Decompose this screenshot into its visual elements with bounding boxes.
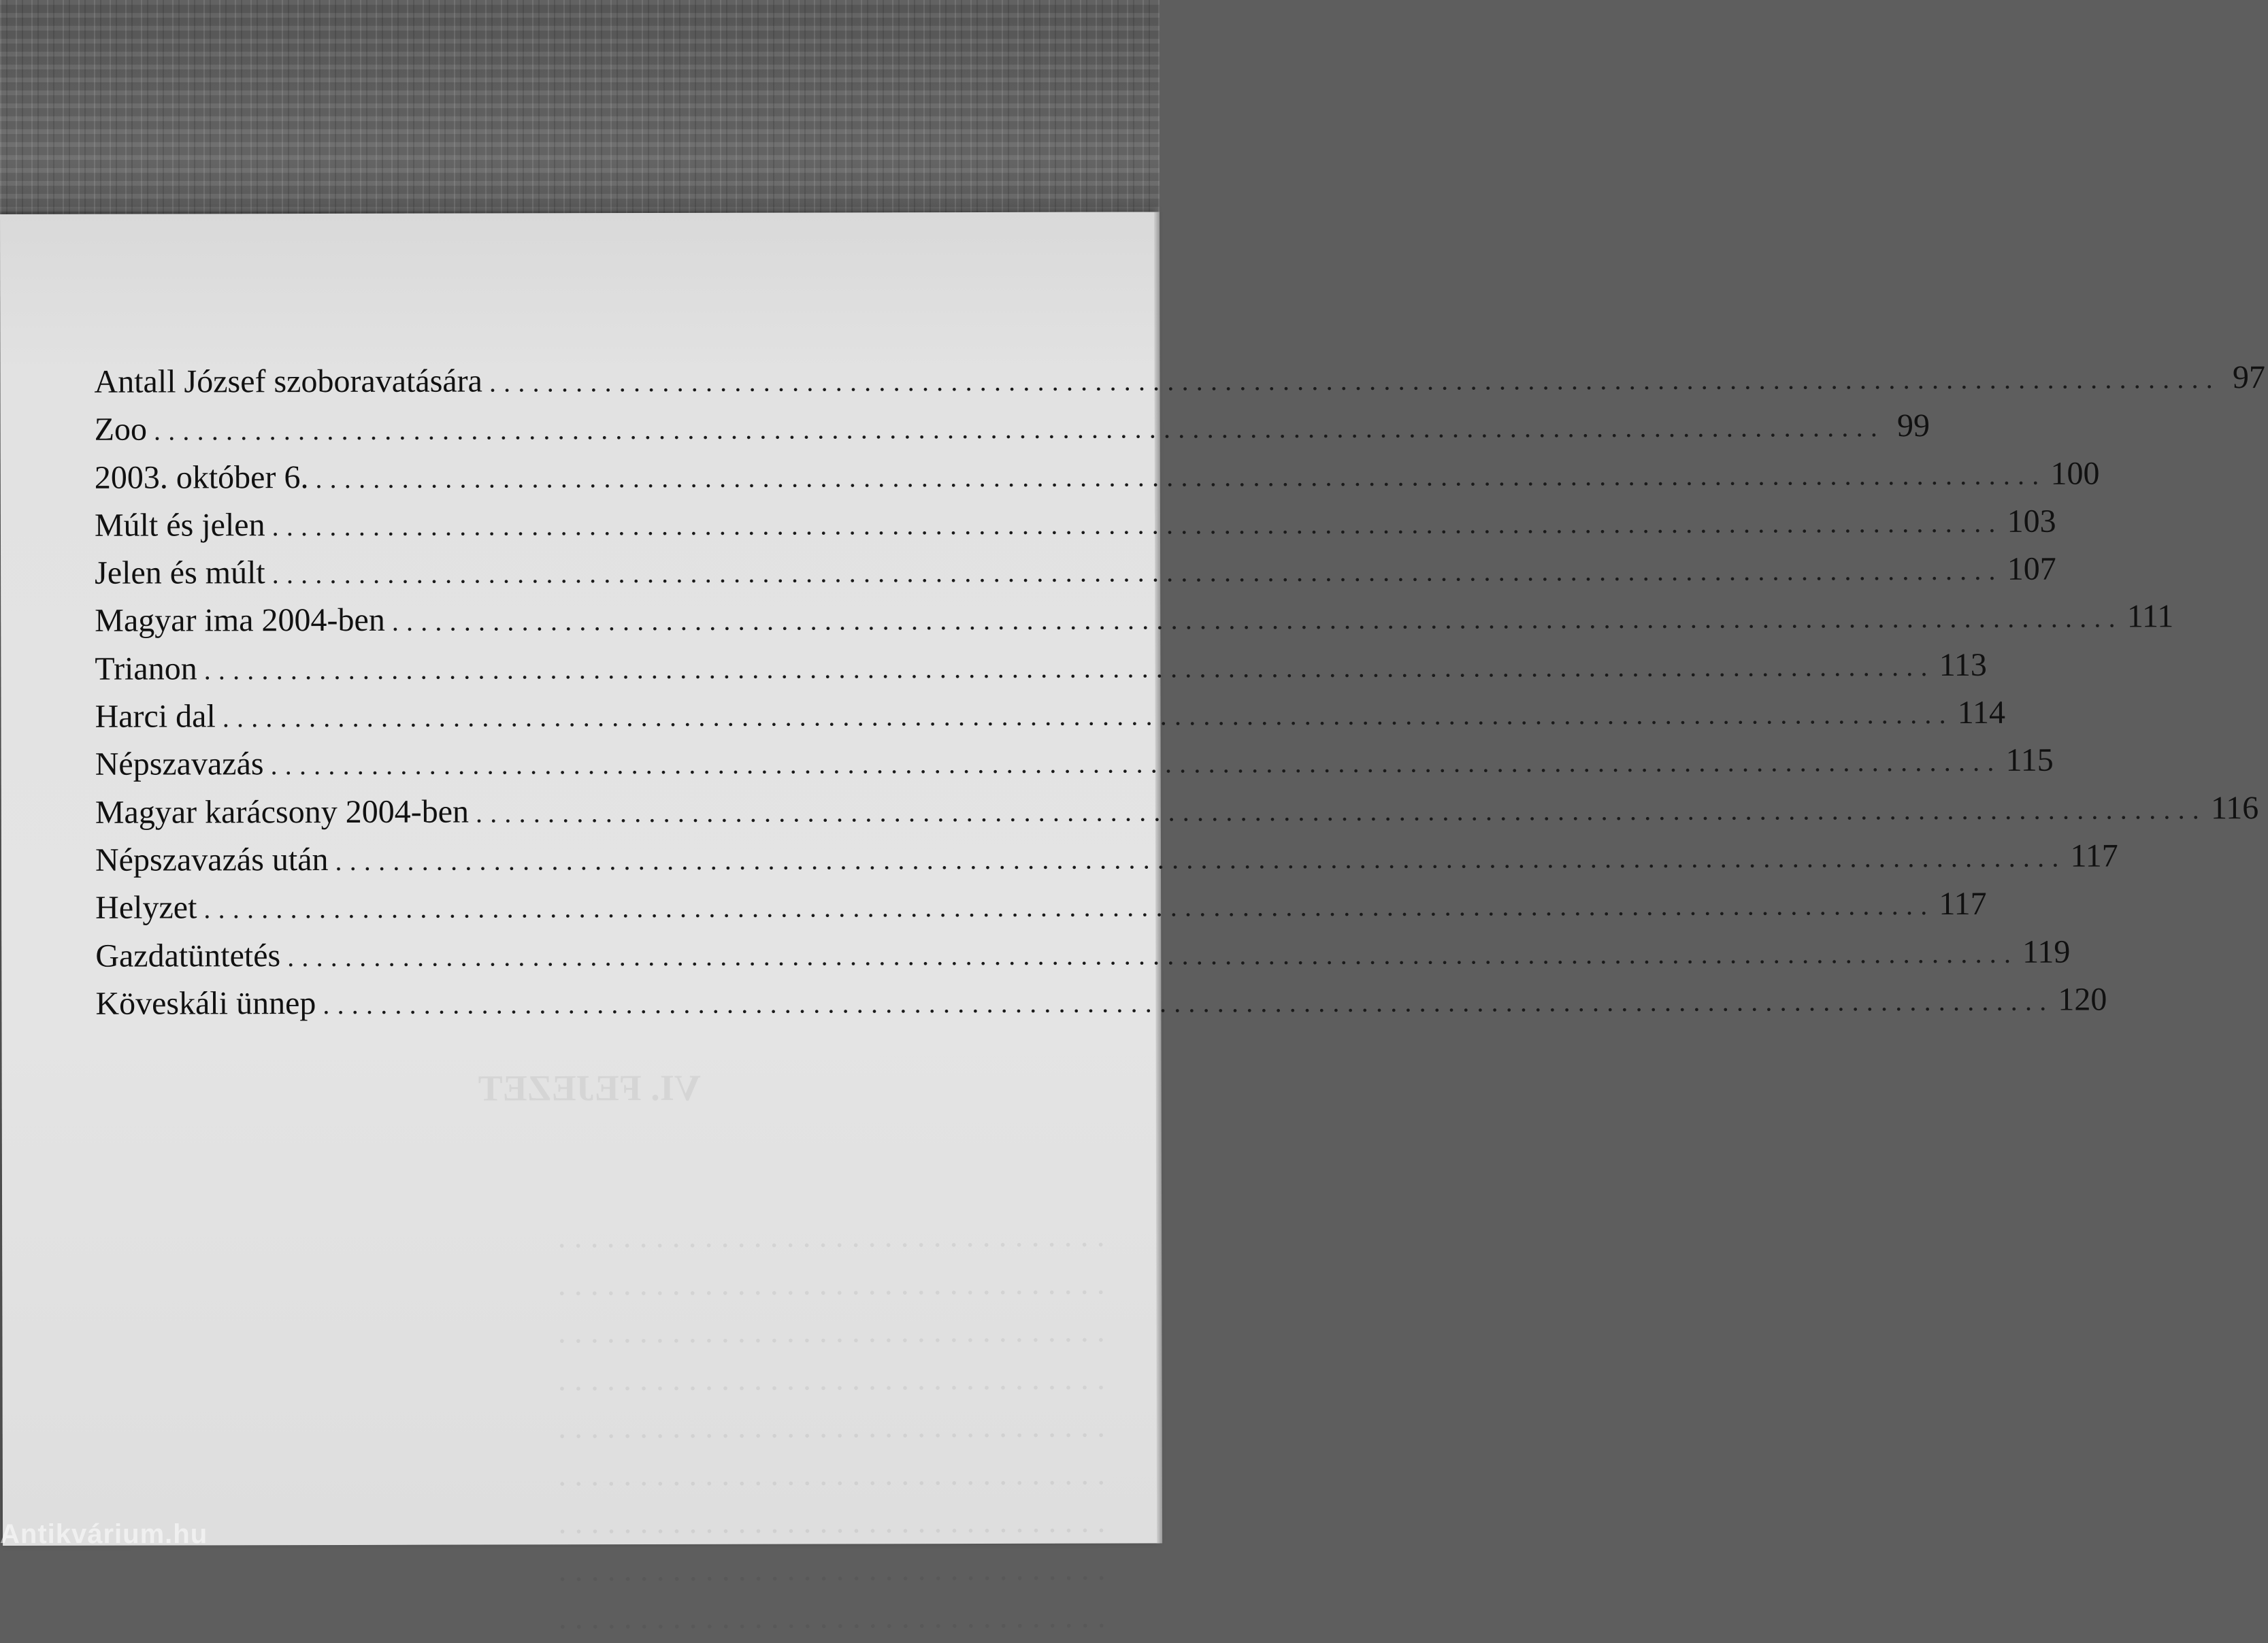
toc-entry bbox=[95, 882, 1987, 932]
toc-entry-title: Harci dal bbox=[95, 698, 216, 735]
toc-entry-title: 2003. október 6. bbox=[94, 459, 309, 496]
table-surface-background bbox=[0, 0, 1160, 231]
toc-entry-page: 103 bbox=[2007, 503, 2056, 540]
toc-entry bbox=[94, 356, 2265, 406]
toc-entry-page: 107 bbox=[2007, 550, 2056, 588]
toc-entry-page: 97 bbox=[2232, 359, 2265, 396]
show-through-line: . . . . . . . . . . . . . . . . . . . . . . . . . . . . . . . . . . bbox=[558, 1503, 1113, 1541]
toc-entry-title: Magyar ima 2004-ben bbox=[95, 602, 385, 640]
toc-entry bbox=[94, 452, 2100, 501]
toc-entry bbox=[95, 978, 2107, 1027]
toc-entry bbox=[95, 643, 1987, 693]
toc-entry-page: 111 bbox=[2126, 598, 2174, 635]
toc-leader-dots: ........................................................................................................................ bbox=[222, 699, 1954, 733]
toc-entry bbox=[95, 595, 2174, 645]
show-through-heading: VI. FEJEZET bbox=[478, 1067, 701, 1109]
show-through-line: . . . . . . . . . . . . . . . . . . . . . . . . . . . . . . . . . . bbox=[557, 1312, 1112, 1350]
toc-leader-dots: ........................................................................................................................ bbox=[203, 890, 1935, 925]
toc-entry-page: 117 bbox=[2070, 837, 2118, 874]
toc-leader-dots: ........................................................................................................................ bbox=[475, 793, 2207, 829]
toc-entry bbox=[94, 499, 2056, 549]
toc-leader-dots: ........................................................................................................................ bbox=[287, 937, 2019, 972]
toc-entry-page: 113 bbox=[1939, 646, 1987, 683]
toc-entry-title: Zoo bbox=[94, 411, 148, 448]
table-of-contents bbox=[94, 356, 2265, 1028]
toc-entry bbox=[94, 404, 1930, 454]
toc-entry-title: Trianon bbox=[95, 650, 197, 687]
toc-leader-dots: ........................................................................................................................ bbox=[153, 412, 1886, 446]
toc-leader-dots: ........................................................................................................................ bbox=[203, 650, 1935, 686]
toc-entry-title: Antall József szoboravatására bbox=[94, 363, 482, 400]
toc-entry bbox=[95, 786, 2259, 836]
toc-entry-page: 114 bbox=[1957, 694, 2006, 731]
toc-entry-page: 120 bbox=[2058, 981, 2107, 1018]
toc-leader-dots: ........................................................................................................................ bbox=[272, 555, 2003, 590]
toc-entry-title: Népszavazás bbox=[95, 746, 264, 783]
toc-leader-dots: ........................................................................................................................ bbox=[335, 842, 2067, 876]
toc-entry-title: Helyzet bbox=[95, 889, 197, 926]
toc-entry-page: 117 bbox=[1939, 886, 1987, 923]
show-through-line: . . . . . . . . . . . . . . . . . . . . . . . . . . . . . . . . . . bbox=[557, 1265, 1112, 1303]
show-through-line: . . . . . . . . . . . . . . . . . . . . . . . . . . . . . . . . . . bbox=[557, 1360, 1112, 1398]
toc-entry bbox=[95, 548, 2056, 597]
toc-leader-dots: ........................................................................................................................ bbox=[391, 602, 2123, 637]
toc-leader-dots: ........................................................................................................................ bbox=[489, 363, 2220, 398]
toc-entry-page: 119 bbox=[2022, 933, 2071, 970]
toc-entry-page: 115 bbox=[2005, 742, 2054, 779]
show-through-line: . . . . . . . . . . . . . . . . . . . . . . . . . . . . . . . . . . bbox=[558, 1408, 1112, 1446]
show-through-text-block bbox=[91, 1212, 1112, 1643]
toc-entry-title: Gazdatüntetés bbox=[95, 937, 281, 974]
toc-leader-dots: ........................................................................................................................ bbox=[270, 746, 2002, 781]
watermark-logo: Antikvárium.hu bbox=[0, 1519, 208, 1549]
toc-entry bbox=[95, 691, 2006, 741]
toc-leader-dots: ........................................................................................................................ bbox=[272, 507, 2003, 542]
toc-leader-dots: ........................................................................................................................ bbox=[315, 459, 2047, 494]
show-through-line: . . . . . . . . . . . . . . . . . . . . . . . . . . . . . . . . . . bbox=[558, 1598, 1113, 1636]
toc-entry-title: Jelen és múlt bbox=[95, 554, 265, 591]
book-page bbox=[0, 212, 2265, 1636]
show-through-line: . . . . . . . . . . . . . . . . . . . . . . . . . . . . . . . . . . bbox=[557, 1217, 1112, 1255]
toc-entry bbox=[95, 739, 2054, 789]
toc-entry-page: 99 bbox=[1896, 408, 1930, 444]
toc-entry-title: Népszavazás után bbox=[95, 841, 329, 878]
toc-entry-title: Múlt és jelen bbox=[94, 507, 265, 544]
show-through-line: . . . . . . . . . . . . . . . . . . . . . . . . . . . . . . . . . . bbox=[558, 1550, 1113, 1589]
toc-entry-page: 100 bbox=[2050, 455, 2100, 492]
show-through-line: . . . . . . . . . . . . . . . . . . . . . . . . . . . . . . . . . . bbox=[558, 1455, 1112, 1493]
toc-entry bbox=[95, 930, 2071, 980]
toc-entry-page: 116 bbox=[2210, 789, 2259, 826]
toc-entry-title: Magyar karácsony 2004-ben bbox=[95, 793, 470, 831]
toc-leader-dots: ........................................................................................................................ bbox=[323, 985, 2054, 1020]
toc-entry-title: Köveskáli ünnep bbox=[95, 984, 316, 1022]
toc-entry bbox=[95, 835, 2118, 884]
